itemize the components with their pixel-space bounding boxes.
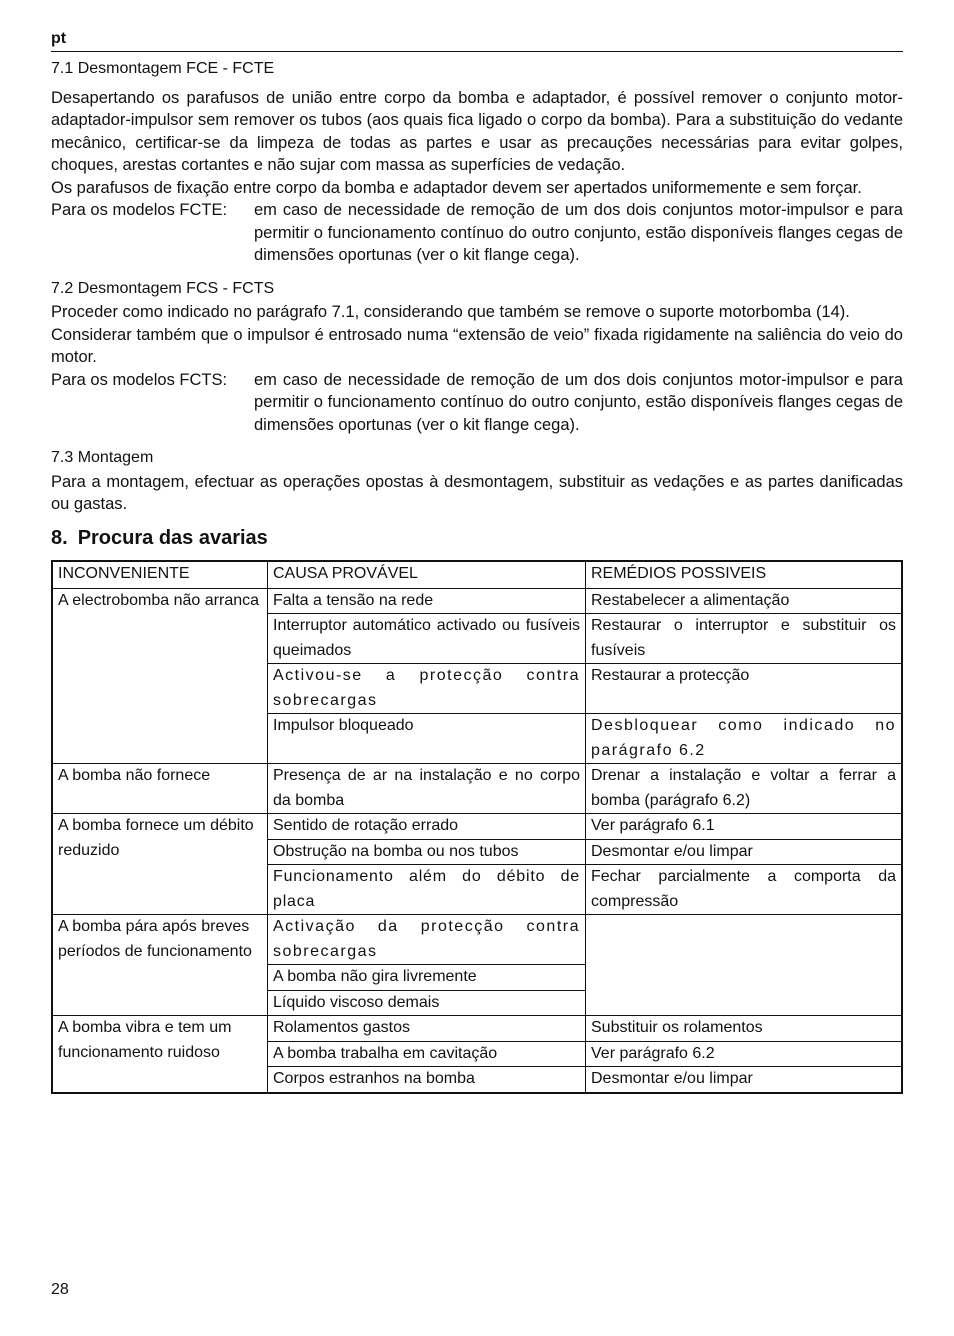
cause-cell: Funcionamento além do débito de placa	[268, 865, 586, 915]
cause-cell: Falta a tensão na rede	[268, 588, 586, 614]
models-label: Para os modelos FCTE:	[51, 201, 228, 219]
cause-cell: Activação da protecção contra sobrecargas	[268, 915, 586, 965]
column-header: INCONVENIENTE	[52, 561, 268, 589]
table-row	[52, 764, 902, 814]
remedy-cell: Desmontar e/ou limpar	[586, 1067, 903, 1093]
cause-cell: Sentido de rotação errado	[268, 814, 586, 840]
remedy-cell: Desbloquear como indicado no parágrafo 6.2	[586, 714, 903, 764]
table-row	[52, 588, 902, 614]
section-7-1-models-note	[51, 199, 903, 267]
section-7-1-title: 7.1 Desmontagem FCE - FCTE	[51, 60, 275, 77]
remedy-cell: Ver parágrafo 6.2	[586, 1041, 903, 1067]
cause-cell: Presença de ar na instalação e no corpo da bomba	[268, 764, 586, 814]
language-code: pt	[51, 30, 67, 47]
remedy-cell: Desmontar e/ou limpar	[586, 839, 903, 865]
cause-cell: A bomba não gira livremente	[268, 965, 586, 991]
models-label: Para os modelos FCTS:	[51, 370, 228, 389]
section-7-1-paragraph-2: Os parafusos de fixação entre corpo da bomba e adaptador devem ser apertados uniformemente e sem forçar.	[51, 178, 862, 197]
problem-cell: A bomba vibra e tem um funcionamento ruidoso	[52, 1016, 268, 1093]
problem-cell: A electrobomba não arranca	[52, 588, 268, 764]
section-7-3-title: 7.3 Montagem	[51, 449, 154, 466]
table-row	[52, 814, 902, 840]
remedy-cell: Drenar a instalação e voltar a ferrar a bomba (parágrafo 6.2)	[586, 764, 903, 814]
section-7-1-paragraph-1: Desapertando os parafusos de união entre corpo da bomba e adaptador, é possível remover o conjunto motor-adaptador-impulsor sem remover os tubos (aos quais fica ligado o corpo da bomba). Para a substituição do vedante mecânico, certificar-se da limpeza de todas as partes e usar as precauções necessárias para evitar golpes, choques, arestas cortantes e não sujar com massa as superfícies de vedação.	[51, 88, 903, 174]
troubleshooting-table	[51, 560, 903, 1094]
table-row	[52, 1016, 902, 1042]
section-7-2	[51, 278, 903, 437]
table-header-row	[52, 561, 902, 589]
cause-cell: Interruptor automático activado ou fusíveis queimados	[268, 614, 586, 664]
page-content	[51, 58, 903, 1094]
section-7-2-title: 7.2 Desmontagem FCS - FCTS	[51, 279, 275, 297]
column-header: CAUSA PROVÁVEL	[268, 561, 586, 589]
section-7-3	[51, 447, 903, 516]
section-7-3-paragraph: Para a montagem, efectuar as operações opostas à desmontagem, substituir as vedações e as partes danificadas ou gastas.	[51, 472, 903, 513]
cause-cell: A bomba trabalha em cavitação	[268, 1041, 586, 1067]
section-7-1	[51, 58, 903, 267]
problem-cell: A bomba não fornece	[52, 764, 268, 814]
page-number: 28	[51, 1281, 69, 1298]
remedy-cell: Restaurar o interruptor e substituir os fusíveis	[586, 614, 903, 664]
remedy-cell: Restabelecer a alimentação	[586, 588, 903, 614]
section-8-heading	[51, 524, 903, 552]
remedy-cell: Substituir os rolamentos	[586, 1016, 903, 1042]
header-rule	[51, 51, 903, 52]
problem-cell: A bomba pára após breves períodos de funcionamento	[52, 915, 268, 1016]
column-header: REMÉDIOS POSSIVEIS	[586, 561, 903, 589]
remedy-cell-empty	[586, 915, 903, 1016]
models-text: em caso de necessidade de remoção de um dos dois conjuntos motor-impulsor e para permitir o funcionamento contínuo do outro conjunto, estão disponíveis flanges cegas de dimensões oportunas (ver o kit flange cega).	[254, 370, 903, 434]
section-7-2-paragraph-1: Proceder como indicado no parágrafo 7.1, considerando que também se remove o suporte motorbomba (14).	[51, 303, 850, 321]
cause-cell: Activou-se a protecção contra sobrecargas	[268, 664, 586, 714]
cause-cell: Corpos estranhos na bomba	[268, 1067, 586, 1093]
section-7-2-models-note	[51, 369, 903, 437]
models-text: em caso de necessidade de remoção de um dos dois conjuntos motor-impulsor e para permitir o funcionamento contínuo do outro conjunto, estão disponíveis flanges cegas de dimensões oportunas (ver o kit flange cega).	[254, 201, 903, 264]
problem-cell: A bomba fornece um débito reduzido	[52, 814, 268, 915]
cause-cell: Obstrução na bomba ou nos tubos	[268, 839, 586, 865]
cause-cell: Líquido viscoso demais	[268, 990, 586, 1016]
table-row	[52, 915, 902, 965]
cause-cell: Impulsor bloqueado	[268, 714, 586, 764]
remedy-cell: Fechar parcialmente a comporta da compressão	[586, 865, 903, 915]
remedy-cell: Ver parágrafo 6.1	[586, 814, 903, 840]
section-8-number: 8.	[51, 526, 68, 549]
cause-cell: Rolamentos gastos	[268, 1016, 586, 1042]
section-8-title: Procura das avarias	[77, 526, 268, 549]
remedy-cell: Restaurar a protecção	[586, 664, 903, 714]
section-7-2-paragraph-2: Considerar também que o impulsor é entrosado numa “extensão de veio” fixada rigidamente na saliência do veio do motor.	[51, 325, 903, 366]
